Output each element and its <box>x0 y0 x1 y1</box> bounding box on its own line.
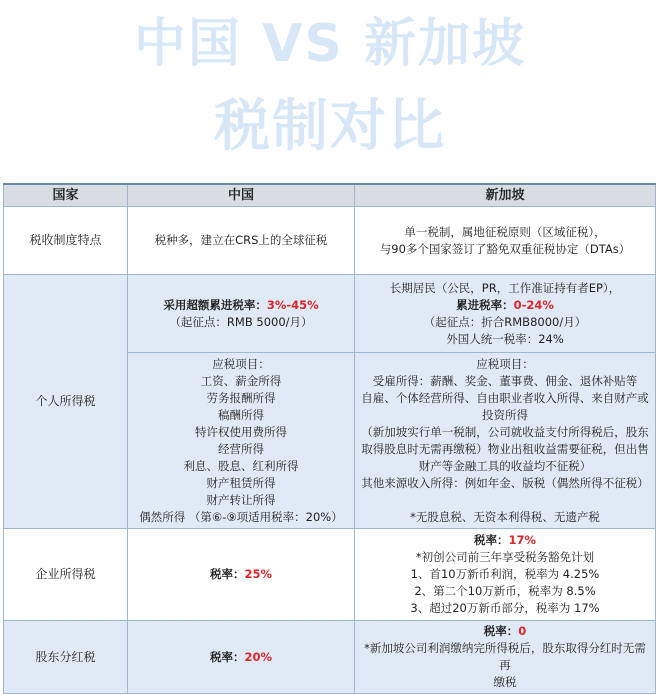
list-item: 其他来源收入所得：例如年金、版税（偶然所得不征税） <box>361 475 649 490</box>
sg-dividend-line1: *新加坡公司利润缴纳完所得税后，股东取得分红时无需再 <box>364 641 646 672</box>
list-item: 财产等金融工具的收益均不征税） <box>418 458 592 473</box>
sg-dividend-prefix: 税率： <box>483 624 519 638</box>
sg-personal-rate-line <box>359 297 651 314</box>
sg-dividend-rate: 0 <box>518 624 527 638</box>
sg-tax-system-line2: 与90多个国家签订了豁免双重征税协定（DTAs） <box>379 241 631 256</box>
china-personal-rate-prefix: 采用超额累进税率： <box>163 297 267 312</box>
china-personal-threshold: （起征点：RMB 5000/月） <box>169 314 313 329</box>
list-item: 2、第二个10万新币，税率为 8.5% <box>414 584 596 598</box>
label-tax-system: 税收制度特点 <box>4 207 128 275</box>
title-line-1: 中国 VS 新加坡 <box>134 14 526 74</box>
list-item: 1、首10万新币利润，税率为 4.25% <box>410 567 600 581</box>
header-country: 国家 <box>4 184 128 207</box>
sg-personal-rate-line1: 长期居民（公民，PR，工作准证持有者EP）， <box>389 280 621 295</box>
sg-corporate-rate-line <box>359 532 651 549</box>
label-corporate: 企业所得税 <box>4 529 128 621</box>
list-item: *初创公司前三年享受税务豁免计划 <box>415 550 595 564</box>
list-item: 劳务报酬所得 <box>206 390 276 405</box>
china-dividend-prefix: 税率： <box>209 649 245 664</box>
china-personal-rate-line <box>132 297 350 314</box>
list-item: 利息、股息、红利所得 <box>183 458 299 473</box>
sg-corporate-lines <box>359 549 651 617</box>
china-personal-rate-value: 3%-45% <box>266 297 319 312</box>
china-corporate <box>128 529 355 621</box>
china-tax-system: 税种多，建立在CRS上的全球征税 <box>128 207 355 275</box>
sg-items-list <box>359 373 651 526</box>
list-item: （新加坡实行单一税制，公司就收益支付所得税后，股东 <box>361 424 649 439</box>
label-personal-income: 个人所得税 <box>4 275 128 529</box>
sg-personal-rate-prefix: 累进税率： <box>456 297 514 312</box>
list-item: 特许权使用费所得 <box>195 424 287 439</box>
sg-corporate-rate: 17% <box>508 533 537 547</box>
list-item: 财产转让所得 <box>206 492 276 507</box>
list-item: 经营所得 <box>218 441 264 456</box>
tax-comparison-table <box>3 183 656 694</box>
sg-dividend-line2: 缴税 <box>493 675 517 689</box>
label-dividend: 股东分红税 <box>4 621 128 694</box>
header-singapore: 新加坡 <box>355 184 656 207</box>
sg-corporate <box>355 529 656 621</box>
sg-tax-system-line1: 单一税制，属地征税原则（区域征税）， <box>404 224 606 239</box>
sg-personal-rate-value: 0-24% <box>513 297 554 312</box>
sg-dividend-rate-line <box>359 623 651 640</box>
china-personal-rate <box>128 275 355 353</box>
list-item <box>359 492 651 509</box>
header-china: 中国 <box>128 184 355 207</box>
list-item: 偶然所得 （第⑥-⑨项适用税率：20%） <box>139 509 343 524</box>
list-item: 工资、薪金所得 <box>200 373 282 388</box>
list-item: *无股息税、无资本利得税、无遗产税 <box>410 509 600 524</box>
list-item: 财产租赁所得 <box>206 475 276 490</box>
sg-personal-threshold: （起征点：折合RMB8000/月） <box>423 314 587 329</box>
sg-items-title: 应税项目： <box>476 356 534 371</box>
sg-personal-items <box>355 353 656 529</box>
title-line-2: 税制对比 <box>214 94 446 159</box>
china-dividend-rate: 20% <box>244 649 273 664</box>
china-personal-items <box>128 353 355 529</box>
row-tax-system <box>4 207 656 275</box>
sg-corporate-prefix: 税率： <box>473 533 509 547</box>
china-items-list <box>132 373 350 526</box>
sg-personal-rate <box>355 275 656 353</box>
list-item: 稿酬所得 <box>218 407 264 422</box>
sg-personal-foreign: 外国人统一税率：24% <box>446 331 564 346</box>
sg-tax-system <box>355 207 656 275</box>
header-row <box>4 184 656 207</box>
list-item: 取得股息时无需再缴税）物业出租收益需要征税，但出售 <box>361 441 649 456</box>
list-item: 受雇所得：薪酬、奖金、董事费、佣金、退休补贴等 <box>372 373 638 388</box>
row-personal-rate <box>4 275 656 353</box>
china-corporate-prefix: 税率： <box>209 567 245 581</box>
china-corporate-rate: 25% <box>244 567 273 581</box>
list-item: 3、超过20万新币部分，税率为 17% <box>410 601 600 615</box>
list-item: 投资所得 <box>482 407 528 422</box>
list-item: 自雇、个体经营所得、自由职业者收入所得、来自财产或 <box>361 390 649 405</box>
page-title <box>0 0 660 180</box>
china-items-title: 应税项目： <box>212 356 270 371</box>
row-corporate <box>4 529 656 621</box>
